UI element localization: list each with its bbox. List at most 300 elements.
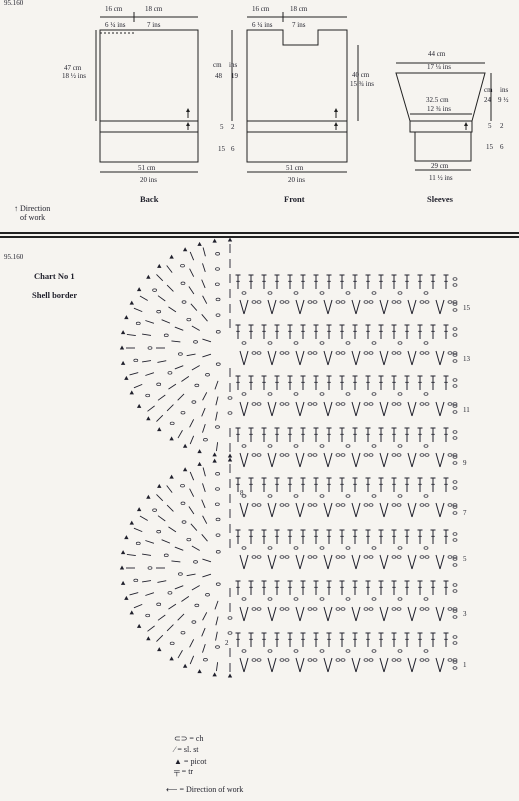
fan-stitch [190,436,193,444]
sleeve-band-in: 2 [500,122,504,130]
shell-stitch [380,453,384,467]
chain-stitch [313,659,317,662]
sleeve-mid-in: 12 ¾ ins [427,105,451,113]
chain-stitch [372,495,376,498]
chain-stitch [268,342,272,345]
chain-stitch [242,342,246,345]
sleeve-bottom-cm: 29 cm [431,162,449,170]
chain-stitch [336,608,340,611]
picot-stitch [146,416,150,420]
shell-stitch [240,402,244,416]
chain-stitch [257,403,261,406]
chain-stitch [308,454,312,457]
chain-stitch [242,598,246,601]
shell-stitch [328,351,332,365]
chain-stitch [424,495,428,498]
sleeve-height-in-label: ins [500,86,509,94]
shell-stitch [412,351,416,365]
fan-stitch [156,635,162,641]
chain-stitch [308,403,312,406]
back-height-cm: 47 cm [64,64,82,72]
shell-stitch [356,503,360,517]
shell-stitch [412,503,416,517]
fan-stitch [189,286,194,293]
chain-stitch [397,556,401,559]
chain-stitch [187,538,191,541]
chain-stitch [268,547,272,550]
shell-stitch [296,453,300,467]
shell-stitch [440,607,444,621]
chain-stitch [453,564,457,567]
chain-stitch [392,608,396,611]
chain-stitch [252,504,256,507]
shell-stitch [352,402,356,416]
fan-stitch [178,650,183,658]
chain-stitch [216,551,220,554]
sleeve-cuff-in: 6 [500,143,504,151]
front-lower-cm: 15 [218,145,225,153]
fan-stitch [175,586,183,589]
fan-stitch [216,617,218,626]
shell-stitch [436,658,440,672]
row-number-3: 3 [463,610,467,618]
shell-stitch [240,607,244,621]
fan-stitch [216,442,217,451]
chain-stitch [242,393,246,396]
legend-picot: ▲ = picot [174,757,207,766]
legend-ch: ⊂⊃ = ch [174,734,204,743]
chain-stitch [392,454,396,457]
chain-stitch [181,631,185,634]
chain-stitch [181,411,185,414]
fan-stitch [145,593,154,596]
chain-stitch [136,542,140,545]
chain-stitch [397,608,401,611]
front-top-left-cm: 16 cm [252,5,270,13]
chain-stitch [216,473,220,476]
shell-stitch [272,453,276,467]
fan-stitch [189,506,194,513]
chain-stitch [168,592,172,595]
chain-stitch [341,454,345,457]
chain-stitch [453,334,457,337]
shell-stitch [296,351,300,365]
fan-stitch [190,656,193,664]
chain-stitch [257,556,261,559]
chain-stitch [453,431,457,434]
chain-stitch [308,504,312,507]
chain-stitch [294,342,298,345]
chain-stitch [336,504,340,507]
chain-stitch [398,598,402,601]
chain-stitch [181,282,185,285]
fan-stitch [147,626,154,631]
chain-stitch [181,264,185,267]
shell-stitch [244,503,248,517]
chain-stitch [268,445,272,448]
chain-stitch [153,289,157,292]
picot-stitch [130,390,134,394]
picot-stitch [121,550,125,554]
picot-stitch [197,242,201,246]
fan-stitch [202,644,205,653]
shell-stitch [380,351,384,365]
shell-stitch [300,402,304,416]
fan-stitch [171,561,180,562]
chain-stitch [294,445,298,448]
picot-stitch [120,566,124,570]
shell-stitch [244,658,248,672]
chain-stitch [294,547,298,550]
chain-stitch [134,579,138,582]
shell-stitch [384,503,388,517]
fan-stitch [168,384,175,389]
fan-stitch [181,376,188,381]
shell-stitch [352,555,356,569]
back-top-left-cm: 16 cm [105,5,123,13]
shell-stitch [272,402,276,416]
fan-stitch [203,516,207,524]
shell-stitch [296,555,300,569]
picot-stitch [169,436,173,440]
shell-stitch [352,658,356,672]
front-label: Front [284,194,305,204]
fan-stitch [192,366,200,371]
picot-stitch [212,459,216,463]
chain-stitch [453,385,457,388]
fan-stitch [181,596,188,601]
chain-stitch [215,426,219,429]
front-height-cm-label: cm [213,61,222,69]
shell-stitch [268,607,272,621]
picot-stitch [228,238,232,242]
chain-stitch [364,352,368,355]
row-number-7: 7 [463,509,467,517]
chain-stitch [252,403,256,406]
chain-stitch [228,632,232,635]
chain-stitch [346,547,350,550]
front-height-in-val: 19 [231,72,238,80]
chain-stitch [453,636,457,639]
shell-stitch [300,658,304,672]
chain-stitch [372,445,376,448]
chain-stitch [448,454,452,457]
chain-stitch [425,659,429,662]
fan-stitch [134,384,142,387]
shell-stitch [328,503,332,517]
chain-stitch [420,301,424,304]
chain-stitch [285,352,289,355]
fan-stitch [202,534,208,541]
chain-stitch [392,301,396,304]
chain-stitch [453,437,457,440]
shell-stitch [328,658,332,672]
picot-stitch [121,581,125,585]
shell-stitch [268,402,272,416]
sleeve-height-cm-val: 24 [484,96,491,104]
row-number-2: 2 [225,639,229,647]
fan-stitch [203,392,207,400]
chain-stitch [453,584,457,587]
chain-stitch [448,659,452,662]
chain-stitch [448,504,452,507]
picot-stitch [137,624,141,628]
chain-stitch [372,393,376,396]
chain-stitch [157,603,161,606]
shell-stitch [324,658,328,672]
sleeves-label: Sleeves [427,194,453,204]
front-outline [247,30,347,162]
picot-stitch [183,444,187,448]
shell-stitch [408,402,412,416]
fan-stitch [142,554,151,555]
chain-stitch [425,352,429,355]
shell-stitch [436,402,440,416]
shell-stitch [244,402,248,416]
chain-stitch [146,394,150,397]
chain-stitch [453,616,457,619]
shell-stitch [356,658,360,672]
chain-stitch [134,359,138,362]
shell-stitch [440,658,444,672]
fan-stitch [202,339,211,342]
row-number-11: 11 [463,406,470,414]
chain-stitch [453,667,457,670]
shell-stitch [356,555,360,569]
back-height-in: 18 ½ ins [62,72,86,80]
chain-stitch [453,284,457,287]
chain-stitch [181,484,185,487]
chain-stitch [397,403,401,406]
chain-stitch [294,495,298,498]
shell-stitch [436,300,440,314]
chain-stitch [285,659,289,662]
chain-stitch [252,301,256,304]
picot-stitch [146,636,150,640]
shell-stitch [436,453,440,467]
shell-stitch [412,300,416,314]
chain-stitch [453,278,457,281]
sleeve-band-cm: 5 [488,122,492,130]
shell-stitch [328,300,332,314]
picot-stitch [169,656,173,660]
picot-stitch [121,361,125,365]
fan-stitch [168,307,175,312]
fan-stitch [190,252,193,260]
chain-stitch [280,352,284,355]
shell-stitch [408,351,412,365]
chain-stitch [364,556,368,559]
chain-stitch [341,301,345,304]
picot-stitch [228,458,232,462]
shell-stitch [436,351,440,365]
shell-stitch [352,607,356,621]
chain-stitch [398,495,402,498]
chain-stitch [268,495,272,498]
chain-stitch [425,608,429,611]
chain-stitch [392,403,396,406]
chain-stitch [336,659,340,662]
shell-stitch [408,300,412,314]
fan-stitch [171,341,180,342]
shell-stitch [324,555,328,569]
shell-stitch [272,555,276,569]
shell-stitch [244,351,248,365]
chain-stitch [215,283,219,286]
chain-stitch [257,352,261,355]
fan-stitch [203,468,205,477]
shell-stitch [384,607,388,621]
shell-stitch [240,300,244,314]
chain-stitch [420,454,424,457]
back-top-right-in: 7 ins [147,21,161,29]
fan-stitch [142,581,151,582]
chain-stitch [168,372,172,375]
chain-stitch [242,650,246,653]
picot-stitch [137,404,141,408]
back-width-cm: 51 cm [138,164,156,172]
chain-stitch [424,650,428,653]
fan-stitch [134,528,142,531]
chain-stitch [313,454,317,457]
shell-stitch [324,453,328,467]
chain-stitch [341,403,345,406]
fan-stitch [202,500,205,508]
fan-stitch [147,406,154,411]
fan-stitch [156,494,162,500]
chain-stitch [369,556,373,559]
shell-stitch [408,503,412,517]
fan-stitch [178,614,184,620]
fan-stitch [142,361,151,362]
shell-stitch [296,607,300,621]
chain-stitch [280,301,284,304]
chain-stitch [425,403,429,406]
picot-stitch [157,427,161,431]
chain-stitch [364,504,368,507]
picot-stitch [169,255,173,259]
chain-stitch [346,292,350,295]
fan-stitch [157,361,166,363]
chain-stitch [146,614,150,617]
treble-icon: ╤ = [174,767,189,776]
fan-stitch [162,540,170,543]
row-number-5: 5 [463,555,467,563]
shell-stitch [384,300,388,314]
fan-stitch [202,559,211,562]
chain-stitch [369,659,373,662]
chain-stitch [195,384,199,387]
chain-stitch [346,342,350,345]
fan-stitch [167,405,173,411]
chain-stitch [364,301,368,304]
shell-stitch [324,402,328,416]
shell-stitch [272,351,276,365]
chain-stitch [153,509,157,512]
chain-stitch [320,342,324,345]
chain-stitch [280,504,284,507]
sleeve-mid-cm: 32.5 cm [426,96,449,104]
chain-stitch [192,621,196,624]
chain-stitch [285,301,289,304]
picot-stitch [124,596,128,600]
chain-stitch [203,438,207,441]
shell-stitch [384,351,388,365]
shell-stitch [240,503,244,517]
fan-stitch [192,546,200,551]
shell-stitch [440,453,444,467]
chain-stitch [216,331,220,334]
fan-stitch [168,527,175,532]
chain-stitch [336,403,340,406]
fan-stitch [140,516,148,521]
chain-stitch [424,598,428,601]
chain-stitch [280,659,284,662]
chain-stitch [157,530,161,533]
chain-stitch [216,253,220,256]
shell-stitch [300,607,304,621]
shell-stitch [328,402,332,416]
sleeve-top-cm: 44 cm [428,50,446,58]
chain-stitch [453,309,457,312]
shell-stitch [296,402,300,416]
shell-stitch [384,453,388,467]
shell-stitch [296,658,300,672]
shell-stitch [380,607,384,621]
row-number-9: 9 [463,459,467,467]
chain-stitch [187,318,191,321]
picot-stitch [228,454,232,458]
shell-stitch [240,351,244,365]
shell-stitch [384,658,388,672]
chain-stitch [313,556,317,559]
picot-stitch [146,275,150,279]
chain-stitch [398,650,402,653]
shell-stitch [440,300,444,314]
chain-stitch [294,292,298,295]
shell-stitch [300,351,304,365]
shell-stitch [408,453,412,467]
chain-stitch [392,352,396,355]
legend-tr: ╤ = tr [174,767,194,776]
chain-stitch [453,533,457,536]
chain-stitch [398,342,402,345]
chain-stitch [425,454,429,457]
front-top-right-in: 7 ins [292,21,306,29]
fan-stitch [134,308,142,311]
front-height-in-label: ins [229,61,238,69]
shell-stitch [436,607,440,621]
shell-stitch [272,658,276,672]
fan-stitch [130,593,139,595]
fan-stitch [216,632,218,641]
shell-stitch [268,351,272,365]
chain-stitch [372,650,376,653]
chain-stitch [228,397,232,400]
fan-stitch [191,304,197,311]
picot-stitch [183,467,187,471]
chain-stitch [308,659,312,662]
fan-stitch [202,408,205,416]
picot-stitch [197,462,201,466]
chain-stitch [420,659,424,662]
chain-stitch [206,594,210,597]
chain-stitch [294,393,298,396]
chain-stitch [425,504,429,507]
shell-stitch [380,402,384,416]
sleeve-height-cm-label: cm [484,86,493,94]
shell-stitch [352,300,356,314]
